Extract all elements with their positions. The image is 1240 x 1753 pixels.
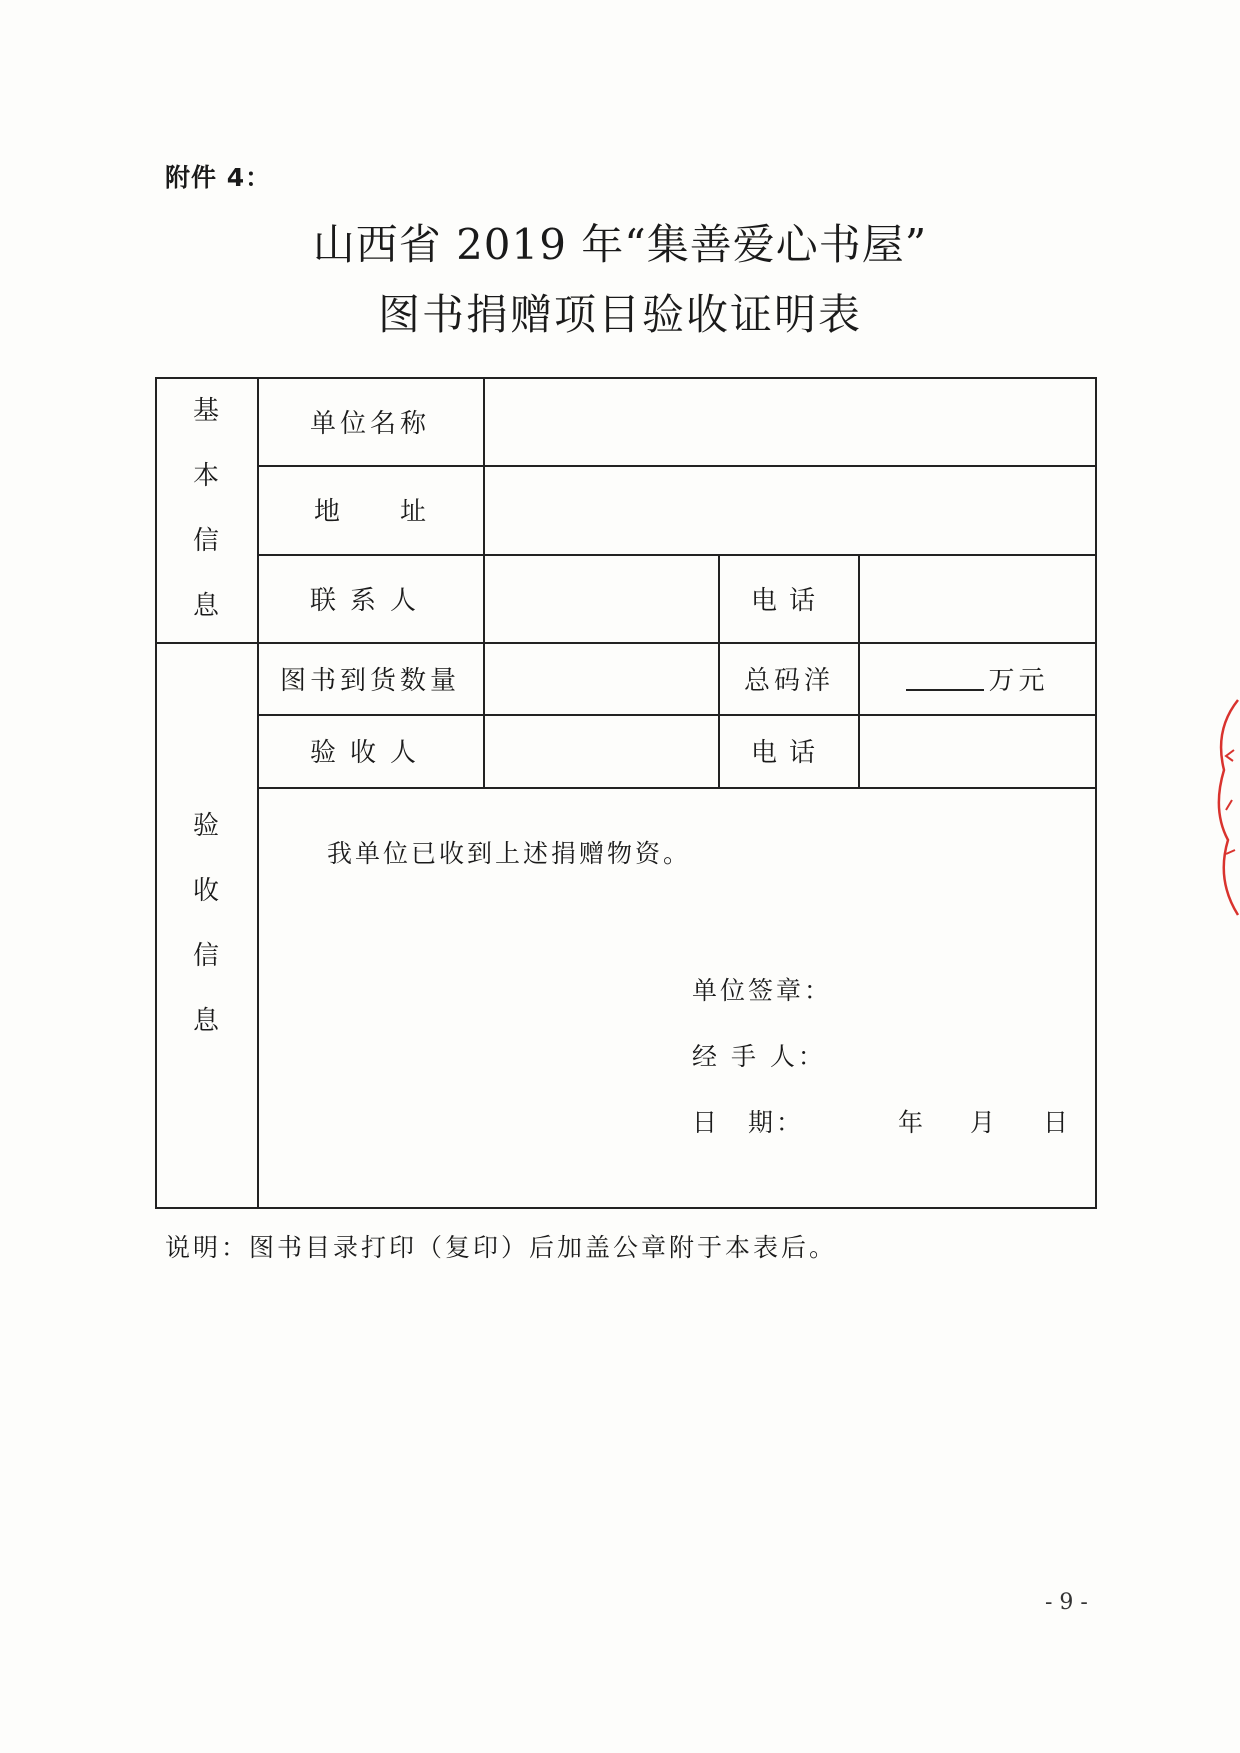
- address-field[interactable]: [485, 467, 1095, 554]
- total-value-unit: 万元: [988, 665, 1049, 696]
- book-quantity-label: 图书到货数量: [279, 665, 460, 696]
- red-seal-edge-icon: [1210, 690, 1240, 920]
- acceptance-info-char-1: 验: [192, 811, 219, 841]
- acceptance-info-char-4: 息: [192, 1006, 219, 1036]
- contact-field[interactable]: [485, 556, 718, 642]
- date-month: 月: [970, 1108, 999, 1137]
- acceptor-label: 验收人: [309, 738, 430, 768]
- table-border-bottom: [155, 1207, 1097, 1209]
- basic-info-section-label: [155, 379, 257, 639]
- acceptance-info-char-3: 信: [192, 941, 219, 971]
- unit-name-label: 单位名称: [309, 408, 430, 439]
- date-label: 日 期：: [692, 1108, 805, 1137]
- acceptance-info-char-2: 收: [192, 876, 219, 906]
- row-divider-5: [257, 787, 1097, 789]
- acceptance-info-section-label: [155, 794, 257, 1054]
- acceptance-phone-field[interactable]: [860, 716, 1095, 787]
- basic-phone-label: 电话: [750, 585, 827, 616]
- page-number: - 9 -: [1045, 1590, 1088, 1615]
- table-border-right: [1095, 377, 1097, 1209]
- basic-phone-field[interactable]: [860, 556, 1095, 642]
- handler-label: 经 手 人：: [692, 1042, 826, 1071]
- total-value-blank[interactable]: [906, 665, 984, 691]
- footer-note: 说明：图书目录打印（复印）后加盖公章附于本表后。: [165, 1233, 838, 1262]
- basic-info-char-3: 信: [192, 526, 219, 556]
- attachment-label: 附件 4：: [165, 163, 272, 192]
- basic-info-char-1: 基: [192, 396, 219, 426]
- page-title-line2: 图书捐赠项目验收证明表: [377, 290, 862, 339]
- basic-info-char-2: 本: [192, 461, 219, 491]
- date-year: 年: [898, 1108, 927, 1137]
- address-label: [257, 465, 486, 554]
- basic-info-char-4: 息: [192, 591, 219, 621]
- address-label-text: 地址: [313, 497, 486, 527]
- page-title-line1: 山西省 2019 年“集善爱心书屋”: [312, 220, 928, 269]
- book-quantity-field[interactable]: [485, 644, 718, 714]
- acceptor-field[interactable]: [485, 716, 718, 787]
- acceptance-statement: 我单位已收到上述捐赠物资。: [327, 839, 692, 868]
- contact-label: 联系人: [309, 585, 430, 616]
- total-value-field[interactable]: [860, 642, 1095, 714]
- unit-seal-label: 单位签章：: [692, 976, 833, 1005]
- acceptance-form-table: [155, 377, 1097, 1209]
- total-value-label: 总码洋: [743, 665, 834, 696]
- unit-name-field[interactable]: [485, 379, 1095, 465]
- acceptance-phone-label: 电话: [750, 738, 827, 768]
- date-day: 日: [1043, 1108, 1072, 1137]
